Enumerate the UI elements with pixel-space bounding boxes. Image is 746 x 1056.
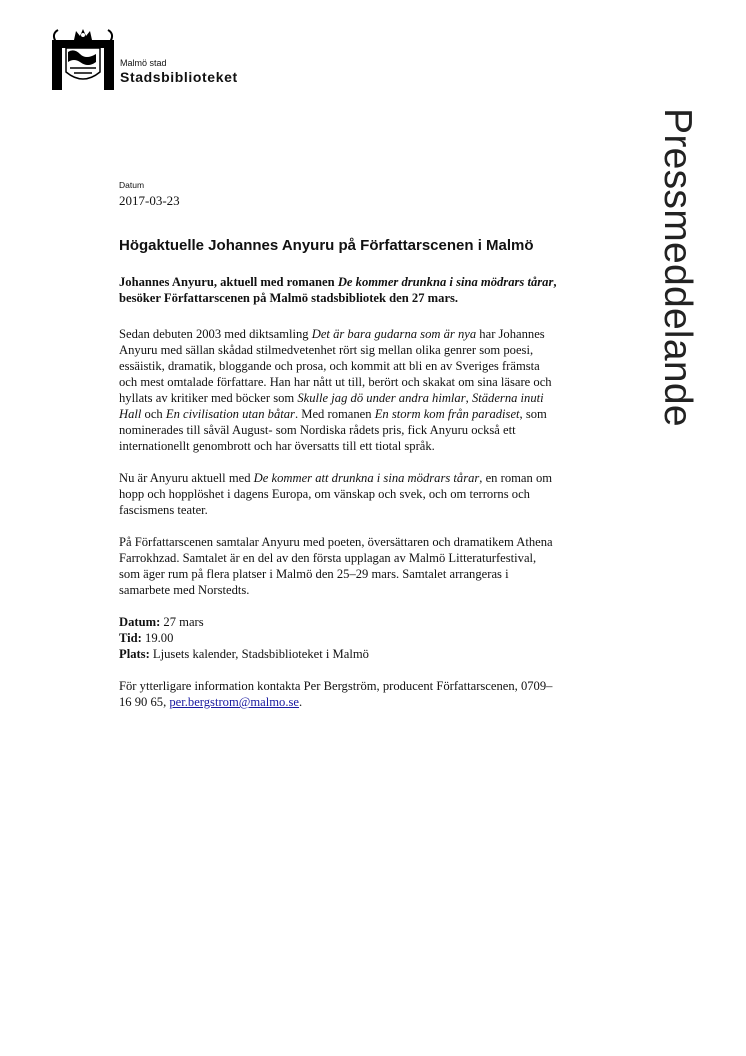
p1-text: , som nominerades till såväl August- som Nordiska rådets pris, fick Anyuru också ett internationellt genombrott och har översatts till ett tiotal språk. xyxy=(119,407,547,453)
org-city-label: Malmö stad xyxy=(120,58,167,68)
lead-book-title: De kommer drunkna i sina mödrars tårar xyxy=(337,275,554,289)
malmo-coat-of-arms-logo xyxy=(52,28,114,90)
fact-value: 19.00 xyxy=(141,631,174,645)
vertical-label-text: Pressmeddelande xyxy=(656,108,699,427)
fact-label: Datum: xyxy=(119,615,161,629)
press-release-body xyxy=(119,180,559,710)
fact-label: Plats: xyxy=(119,647,150,661)
fact-date xyxy=(119,614,559,630)
date-value: 2017-03-23 xyxy=(119,193,180,208)
fact-time xyxy=(119,630,559,646)
p1-text: och xyxy=(141,407,166,421)
press-release-vertical-label xyxy=(655,108,700,548)
p1-text: , xyxy=(465,391,472,405)
p1-text: . Med romanen xyxy=(294,407,375,421)
lead-text-2: , besöker Författarscenen på Malmö stadsbibliotek den 27 mars. xyxy=(119,275,557,305)
contact-text: För ytterligare information kontakta Per Bergström, producent Författarscenen, 0709–16 90 65, xyxy=(119,679,553,709)
p2-book-title: De kommer att drunkna i sina mödrars tårar xyxy=(253,471,480,485)
contact-end: . xyxy=(298,695,303,709)
date-label: Datum xyxy=(119,180,145,190)
p1-book-title: Skulle jag dö under andra himlar xyxy=(297,391,466,405)
event-facts xyxy=(119,614,559,662)
p1-book-title: En civilisation utan båtar xyxy=(165,407,295,421)
fact-place xyxy=(119,646,559,662)
lead-paragraph xyxy=(119,274,559,306)
organization-name xyxy=(120,58,238,85)
lead-text-1: Johannes Anyuru, aktuell med romanen xyxy=(119,275,338,289)
contact-paragraph xyxy=(119,678,559,710)
p1-text: har Johannes Anyuru med sällan skådad stilmedvetenhet rört sig mellan olika genrer som poesi, essäistik, dramatik, bloggande och prosa, och kommit att bli en av Sveriges främsta och mest omtalade författare. Han har nått ut till, berört och skakat om sina läsare och hyllats av kritiker med böcker som xyxy=(119,327,552,405)
fact-value: 27 mars xyxy=(160,615,204,629)
org-library-label: Stadsbiblioteket xyxy=(120,69,238,85)
body-paragraph-2 xyxy=(119,470,559,518)
contact-email-link[interactable]: per.bergstrom@malmo.se xyxy=(169,695,299,709)
page-title: Högaktuelle Johannes Anyuru på Författarscenen i Malmö xyxy=(119,237,534,254)
body-paragraph-3: På Författarscenen samtalar Anyuru med poeten, översättaren och dramatikem Athena Farrokhzad. Samtalet är en del av den första upplagan av Malmö Litteraturfestival, som äger rum på flera platser i Malmö den 25–29 mars. Samtalet arrangeras i samarbete med Norstedts. xyxy=(119,535,553,597)
fact-value: Ljusets kalender, Stadsbiblioteket i Malmö xyxy=(149,647,369,661)
p1-text: Sedan debuten 2003 med diktsamling xyxy=(119,327,312,341)
body-paragraph-1 xyxy=(119,326,559,454)
p1-book-title: En storm kom från paradiset xyxy=(374,407,520,421)
p2-text: Nu är Anyuru aktuell med xyxy=(119,471,254,485)
p2-text: , en roman om hopp och hopplöshet i dagens Europa, om vänskap och svek, och om terrorns och fascismens teater. xyxy=(119,471,553,517)
fact-label: Tid: xyxy=(119,631,142,645)
p1-book-title: Det är bara gudarna som är nya xyxy=(311,327,477,341)
p1-book-title: Städerna inuti Hall xyxy=(119,391,544,421)
